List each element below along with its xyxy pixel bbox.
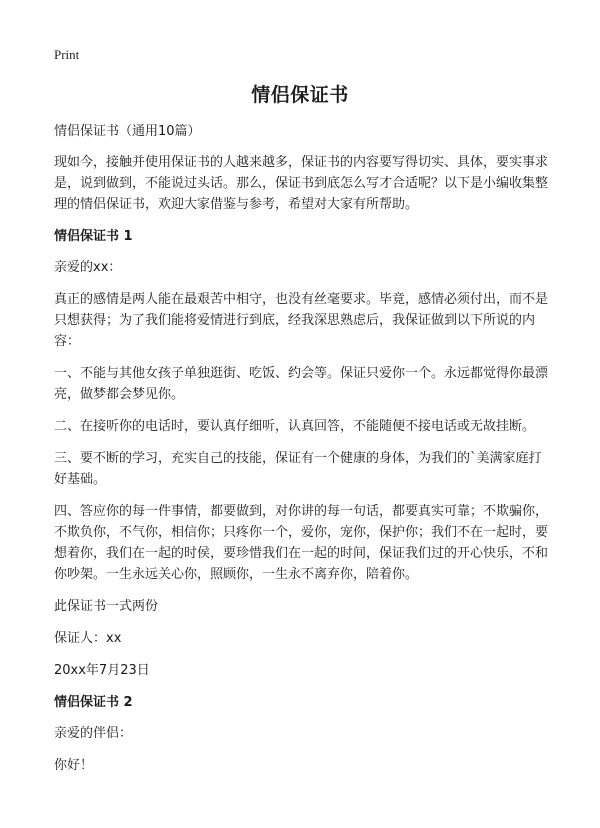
greeting: 亲爱的伴侣： [54, 726, 133, 741]
pledge-item: 二、在接听你的电话时，要认真仔细听，认真回答，不能随便不接电话或无故挂断。 [54, 419, 536, 434]
page-title: 情侣保证书 [251, 84, 349, 106]
print-label: Print [54, 47, 80, 62]
guarantor-line: 保证人：xx [54, 631, 122, 646]
opening-line: 你好！ [54, 758, 94, 773]
copies-note: 此保证书一式两份 [54, 599, 159, 614]
section-heading: 情侣保证书 1 [54, 229, 133, 244]
pledge-item: 一、不能与其他女孩子单独逛街、吃饭、约会等。保证只爱你一个。永远都觉得你最漂亮，做梦都会梦见你。 [54, 366, 549, 402]
intro-paragraph: 现如今，接触并使用保证书的人越来越多，保证书的内容要写得切实、具体，要实事求是，说到做到，不能说过头话。那么，保证书到底怎么写才合适呢？以下是小编收集整理的情侣保证书，欢迎大家借鉴与参考，希望对大家有所帮助。 [54, 155, 549, 212]
greeting: 亲爱的xx： [54, 260, 122, 275]
body-paragraph: 真正的感情是两人能在最艰苦中相守，也没有丝毫要求。毕竟，感情必须付出，而不是只想获得；为了我们能将爱情进行到底，经我深思熟虑后，我保证做到以下所说的内容： [54, 292, 549, 349]
pledge-item: 三、要不断的学习，充实自己的技能，保证有一个健康的身体，为我们的`美满家庭打好基础。 [54, 451, 542, 487]
date-line: 20xx年7月23日 [54, 663, 150, 678]
pledge-item: 四、答应你的每一件事情，都要做到，对你讲的每一句话，都要真实可靠；不欺骗你，不欺负你，不气你，相信你；只疼你一个，爱你，宠你，保护你；我们不在一起时，要想着你，我们在一起的时侯，要珍惜我们在一起的时间，保证我们过的开心快乐，不和你吵架。一生永远关心你，照顾你，一生永不离弃你，陪着你。 [54, 504, 549, 582]
document-body [54, 121, 554, 787]
section-heading: 情侣保证书 2 [54, 695, 133, 710]
document-subtitle: 情侣保证书（通用10篇） [54, 124, 201, 139]
